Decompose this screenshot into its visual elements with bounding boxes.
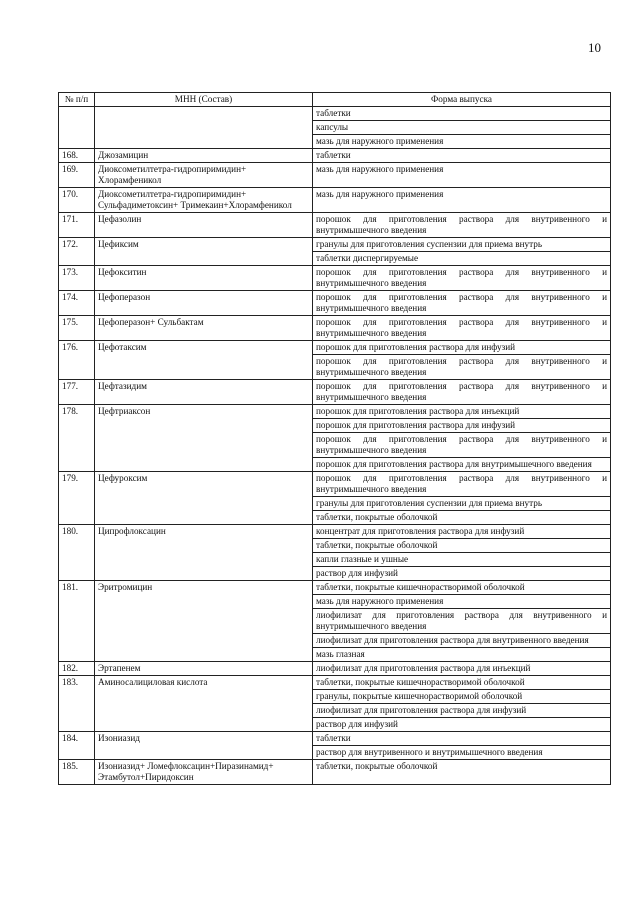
drug-name: Цефиксим	[95, 238, 313, 266]
row-number: 185.	[59, 760, 95, 785]
row-number: 178.	[59, 405, 95, 472]
release-form: лиофилизат для приготовления раствора для внутривенного и внутримышечного введения	[313, 609, 611, 634]
drug-name	[95, 107, 313, 149]
table-body	[59, 107, 611, 785]
release-form: таблетки диспергируемые	[313, 252, 611, 266]
row-number: 170.	[59, 188, 95, 213]
drug-name: Цефоперазон	[95, 291, 313, 316]
release-form: порошок для приготовления раствора для внутривенного и внутримышечного введения	[313, 380, 611, 405]
release-form: мазь для наружного применения	[313, 163, 611, 188]
table-row	[59, 291, 611, 316]
release-form: порошок для приготовления раствора для внутривенного и внутримышечного введения	[313, 316, 611, 341]
table-row	[59, 581, 611, 595]
drug-name: Эритромицин	[95, 581, 313, 662]
table-row	[59, 732, 611, 746]
row-number: 174.	[59, 291, 95, 316]
header-form: Форма выпуска	[313, 93, 611, 107]
drug-name: Изониазид+ Ломефлоксацин+Пиразинамид+ Этамбутол+Пиридоксин	[95, 760, 313, 785]
row-number: 171.	[59, 213, 95, 238]
table-header-row	[59, 93, 611, 107]
release-form: гранулы, покрытые кишечнорастворимой оболочкой	[313, 690, 611, 704]
table-row	[59, 676, 611, 690]
row-number: 180.	[59, 525, 95, 581]
table-row	[59, 188, 611, 213]
row-number: 172.	[59, 238, 95, 266]
table-row	[59, 107, 611, 121]
table-row	[59, 316, 611, 341]
drug-name: Цефтазидим	[95, 380, 313, 405]
release-form: лиофилизат для приготовления раствора для внутривенного введения	[313, 634, 611, 648]
row-number: 182.	[59, 662, 95, 676]
page-number: 10	[588, 40, 601, 55]
table-row	[59, 341, 611, 355]
release-form: таблетки	[313, 732, 611, 746]
drug-name: Диоксометилтетра-гидропиримидин+ Хлорамфеникол	[95, 163, 313, 188]
release-form: таблетки	[313, 149, 611, 163]
row-number	[59, 107, 95, 149]
header-num: № п/п	[59, 93, 95, 107]
table-row	[59, 238, 611, 252]
release-form: порошок для приготовления раствора для внутривенного и внутримышечного введения	[313, 291, 611, 316]
table-row	[59, 213, 611, 238]
release-form: таблетки, покрытые кишечнорастворимой оболочкой	[313, 581, 611, 595]
release-form: порошок для приготовления раствора для внутривенного и внутримышечного введения	[313, 433, 611, 458]
table-row	[59, 525, 611, 539]
release-form: мазь для наружного применения	[313, 188, 611, 213]
release-form: лиофилизат для приготовления раствора для инъекций	[313, 662, 611, 676]
table-row	[59, 380, 611, 405]
table-row	[59, 662, 611, 676]
drug-name: Цефтриаксон	[95, 405, 313, 472]
drug-name: Диоксометилтетра-гидропиримидин+ Сульфадиметоксин+ Тримекаин+Хлорамфеникол	[95, 188, 313, 213]
release-form: гранулы для приготовления суспензии для приема внутрь	[313, 238, 611, 252]
release-form: порошок для приготовления раствора для внутривенного и внутримышечного введения	[313, 213, 611, 238]
row-number: 176.	[59, 341, 95, 380]
drug-name: Ципрофлоксацин	[95, 525, 313, 581]
row-number: 183.	[59, 676, 95, 732]
table-row	[59, 163, 611, 188]
row-number: 181.	[59, 581, 95, 662]
drug-name: Эртапенем	[95, 662, 313, 676]
row-number: 173.	[59, 266, 95, 291]
release-form: раствор для инфузий	[313, 567, 611, 581]
release-form: таблетки, покрытые оболочкой	[313, 511, 611, 525]
release-form: таблетки, покрытые оболочкой	[313, 760, 611, 785]
drug-name: Цефазолин	[95, 213, 313, 238]
row-number: 184.	[59, 732, 95, 760]
release-form: порошок для приготовления раствора для внутривенного и внутримышечного введения	[313, 472, 611, 497]
release-form: мазь глазная	[313, 648, 611, 662]
row-number: 168.	[59, 149, 95, 163]
table-row	[59, 472, 611, 497]
release-form: порошок для приготовления раствора для внутривенного и внутримышечного введения	[313, 266, 611, 291]
release-form: раствор для внутривенного и внутримышечного введения	[313, 746, 611, 760]
table-row	[59, 149, 611, 163]
drug-name: Цефуроксим	[95, 472, 313, 525]
release-form: таблетки, покрытые кишечнорастворимой оболочкой	[313, 676, 611, 690]
release-form: мазь для наружного применения	[313, 595, 611, 609]
release-form: капсулы	[313, 121, 611, 135]
drug-name: Цефоперазон+ Сульбактам	[95, 316, 313, 341]
row-number: 177.	[59, 380, 95, 405]
release-form: таблетки, покрытые оболочкой	[313, 539, 611, 553]
release-form: порошок для приготовления раствора для внутривенного и внутримышечного введения	[313, 355, 611, 380]
table-row	[59, 266, 611, 291]
drug-name: Цефокситин	[95, 266, 313, 291]
row-number: 179.	[59, 472, 95, 525]
drug-name: Джозамицин	[95, 149, 313, 163]
table-row	[59, 405, 611, 419]
release-form: порошок для приготовления раствора для инфузий	[313, 419, 611, 433]
release-form: лиофилизат для приготовления раствора для инфузий	[313, 704, 611, 718]
drug-table	[58, 92, 611, 785]
header-name: МНН (Состав)	[95, 93, 313, 107]
drug-name: Изониазид	[95, 732, 313, 760]
release-form: капли глазные и ушные	[313, 553, 611, 567]
release-form: гранулы для приготовления суспензии для приема внутрь	[313, 497, 611, 511]
release-form: порошок для приготовления раствора для внутримышечного введения	[313, 458, 611, 472]
release-form: таблетки	[313, 107, 611, 121]
row-number: 175.	[59, 316, 95, 341]
release-form: порошок для приготовления раствора для инфузий	[313, 341, 611, 355]
row-number: 169.	[59, 163, 95, 188]
release-form: мазь для наружного применения	[313, 135, 611, 149]
release-form: концентрат для приготовления раствора для инфузий	[313, 525, 611, 539]
drug-name: Аминосалициловая кислота	[95, 676, 313, 732]
release-form: раствор для инфузий	[313, 718, 611, 732]
drug-name: Цефотаксим	[95, 341, 313, 380]
release-form: порошок для приготовления раствора для инъекций	[313, 405, 611, 419]
table-row	[59, 760, 611, 785]
